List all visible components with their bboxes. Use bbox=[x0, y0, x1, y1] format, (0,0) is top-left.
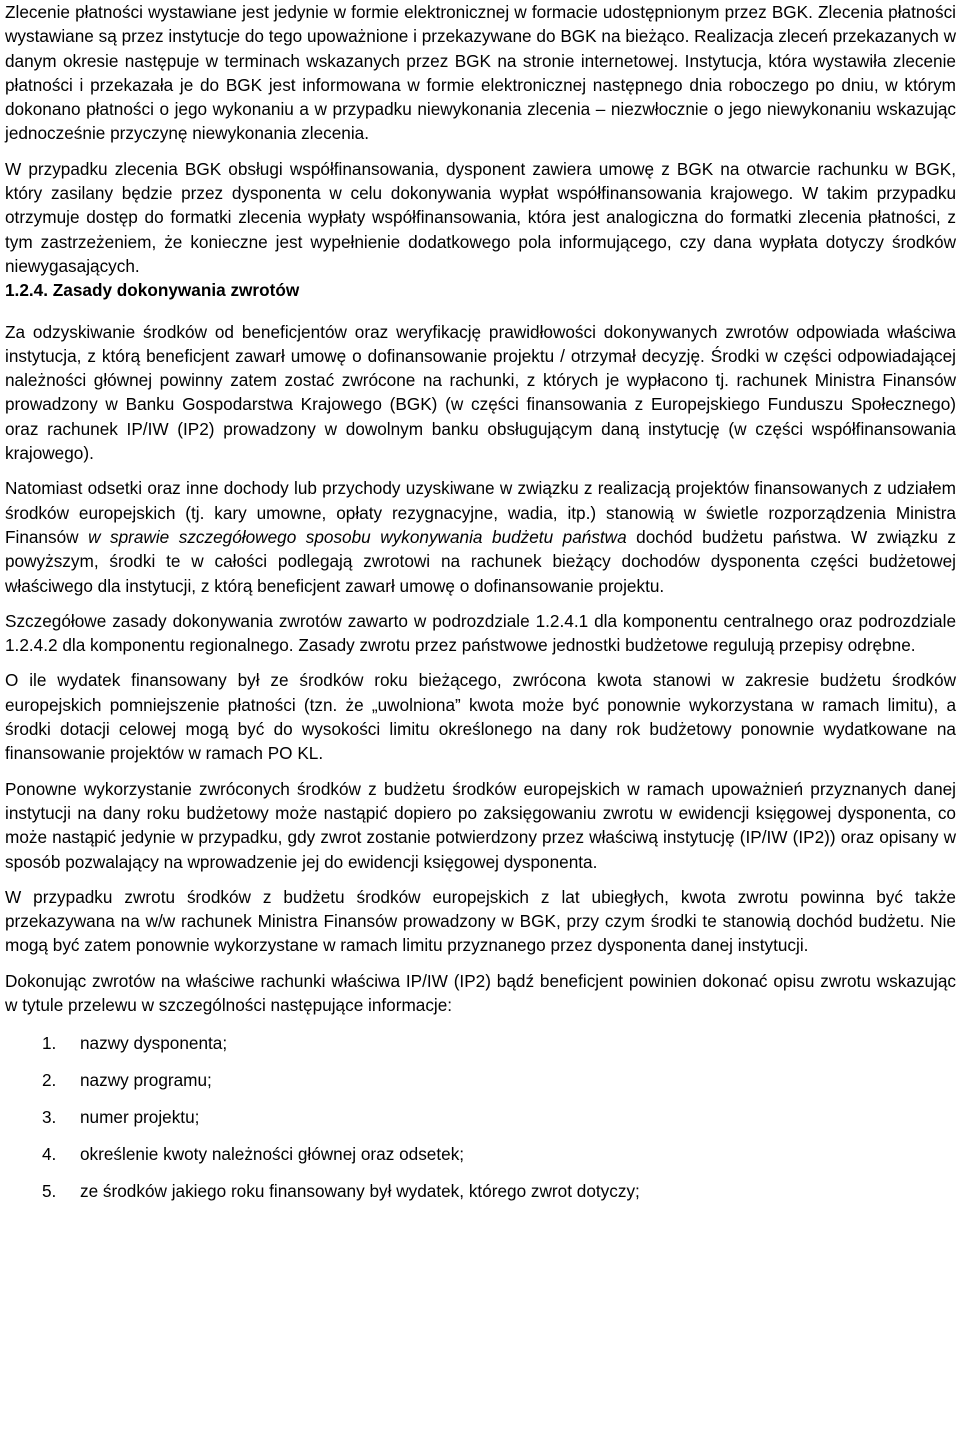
list-item-number: 3. bbox=[42, 1107, 57, 1128]
paragraph-reuse: Ponowne wykorzystanie zwróconych środków z budżetu środków europejskich w ramach upoważnień przyznanych danej instytucji na dany roku budżetowy może nastąpić dopiero po zaksięgowaniu zwrotu w ewidencji księgowej dysponenta, co może nastąpić jedynie w przypadku, gdy zwrot zostanie potwierdzony przez właściwą instytucję (IP/IW (IP2)) oraz opisany w sposób pozwalający na wprowadzenie jej do ewidencji księgowej dysponenta. bbox=[5, 778, 956, 872]
list-item-text: nazwy dysponenta; bbox=[80, 1033, 228, 1054]
section-heading bbox=[5, 278, 956, 302]
paragraph-interest-text-2: dochód budżetu państwa. W związku z powyższym, środki te w całości podlegają zwrotowi na rachunek bieżący dochodów dysponenta części budżetowej właściwego dla instytucji, z którą beneficjent zawarł umowę o dofinansowanie projektu. bbox=[5, 526, 957, 596]
paragraph-detailed-rules: Szczegółowe zasady dokonywania zwrotów zawarto w podrozdziale 1.2.4.1 dla komponentu centralnego oraz podrozdziale 1.2.4.2 dla komponentu regionalnego. Zasady zwrotu przez państwowe jednostki budżetowe regulują przepisy odrębne. bbox=[5, 610, 956, 656]
list-item-text: określenie kwoty należności głównej oraz odsetek; bbox=[80, 1144, 465, 1165]
list-item-number: 2. bbox=[42, 1070, 57, 1091]
paragraph-previous-years: W przypadku zwrotu środków z budżetu środków europejskich z lat ubiegłych, kwota zwrotu powinna być także przekazywana na w/w rachunek Ministra Finansów prowadzony w BGK, przy czym środki te stanowią dochód budżetu. Nie mogą być zatem ponownie wykorzystane w ramach limitu przyznanego przez dysponenta danej instytucji. bbox=[5, 886, 956, 956]
transfer-info-list bbox=[5, 1031, 956, 1216]
list-item bbox=[5, 1068, 956, 1105]
list-item bbox=[5, 1105, 956, 1142]
list-item-number: 1. bbox=[42, 1033, 57, 1054]
paragraph-transfer-description: Dokonując zwrotów na właściwe rachunki właściwa IP/IW (IP2) bądź beneficjent powinien dokonać opisu zwrotu wskazując w tytule przelewu w szczególności następujące informacje: bbox=[5, 970, 956, 1015]
paragraph-interest-text-1: Natomiast odsetki oraz inne dochody lub przychody uzyskiwane w związku z realizacją projektów finansowanych z udziałem środków europejskich (tj. kary umowne, opłaty rezygnacyjne, wadia, itp.) stanowią w świetle rozporządzenia Ministra Finansów bbox=[5, 478, 956, 547]
paragraph-payment-order: Zlecenie płatności wystawiane jest jedynie w formie elektronicznej w formacie udostępnionym przez BGK. Zlecenia płatności wystawiane są przez instytucje do tego upoważnione i przekazywane do BGK na bieżąco. Realizacja zleceń przekazanych w danym okresie następuje w terminach wskazanych przez BGK na stronie internetowej. Instytucja, która wystawiła zlecenie płatności i przekazała je do BGK jest informowana w formie elektronicznej następnego dnia roboczego po dniu, w którym dokonano płatności o jego wykonaniu a w przypadku niewykonania zlecenia – niezwłocznie o jego niewykonaniu wskazując jednocześnie przyczynę niewykonania zlecenia. bbox=[5, 2, 956, 144]
list-item-text: ze środków jakiego roku finansowany był wydatek, którego zwrot dotyczy; bbox=[80, 1181, 640, 1202]
section-title: Zasady dokonywania zwrotów bbox=[52, 280, 300, 301]
list-item bbox=[5, 1179, 956, 1216]
list-item bbox=[5, 1031, 956, 1068]
paragraph-cofinancing: W przypadku zlecenia BGK obsługi współfinansowania, dysponent zawiera umowę z BGK na otwarcie rachunku w BGK, który zasilany będzie przez dysponenta w celu dokonywania wypłat współfinansowania krajowego. W takim przypadku otrzymuje dostęp do formatki zlecenia wypłaty współfinansowania, która jest analogiczna do formatki zlecenia płatności, z tym zastrzeżeniem, że konieczne jest wypełnienie dodatkowego pola informującego, czy dana wypłata dotyczy środków niewygasających. bbox=[5, 158, 956, 276]
paragraph-recovery-responsibility: Za odzyskiwanie środków od beneficjentów oraz weryfikację prawidłowości dokonywanych zwrotów odpowiada właściwa instytucja, z którą beneficjent zawarł umowę o dofinansowanie projektu / otrzymał decyzję. Środki w części odpowiadającej należności głównej powinny zatem zostać zwrócone na rachunki, z których je wypłacono tj. rachunek Ministra Finansów prowadzony w Banku Gospodarstwa Krajowego (BGK) (w części finansowania z Europejskiego Funduszu Społecznego) oraz rachunek IP/IW (IP2) prowadzony w dowolnym banku obsługującym daną instytucję (w części współfinansowania krajowego). bbox=[5, 321, 956, 464]
paragraph-interest-income bbox=[5, 476, 956, 597]
section-number: 1.2.4. bbox=[5, 280, 49, 301]
list-item-number: 4. bbox=[42, 1144, 57, 1165]
list-item bbox=[5, 1142, 956, 1179]
list-item-number: 5. bbox=[42, 1181, 57, 1202]
regulation-title: w sprawie szczegółowego sposobu wykonywania budżetu państwa bbox=[88, 526, 627, 547]
list-item-text: numer projektu; bbox=[80, 1107, 200, 1128]
paragraph-current-year: O ile wydatek finansowany był ze środków roku bieżącego, zwrócona kwota stanowi w zakresie budżetu środków europejskich pomniejszenie płatności (tzn. że „uwolniona” kwota może być ponownie wykorzystana w ramach limitu), a środki dotacji celowej mogą być do wysokości limitu określonego na dany rok budżetowy ponownie wydatkowane na finansowanie projektów w ramach PO KL. bbox=[5, 670, 956, 764]
list-item-text: nazwy programu; bbox=[80, 1070, 212, 1091]
